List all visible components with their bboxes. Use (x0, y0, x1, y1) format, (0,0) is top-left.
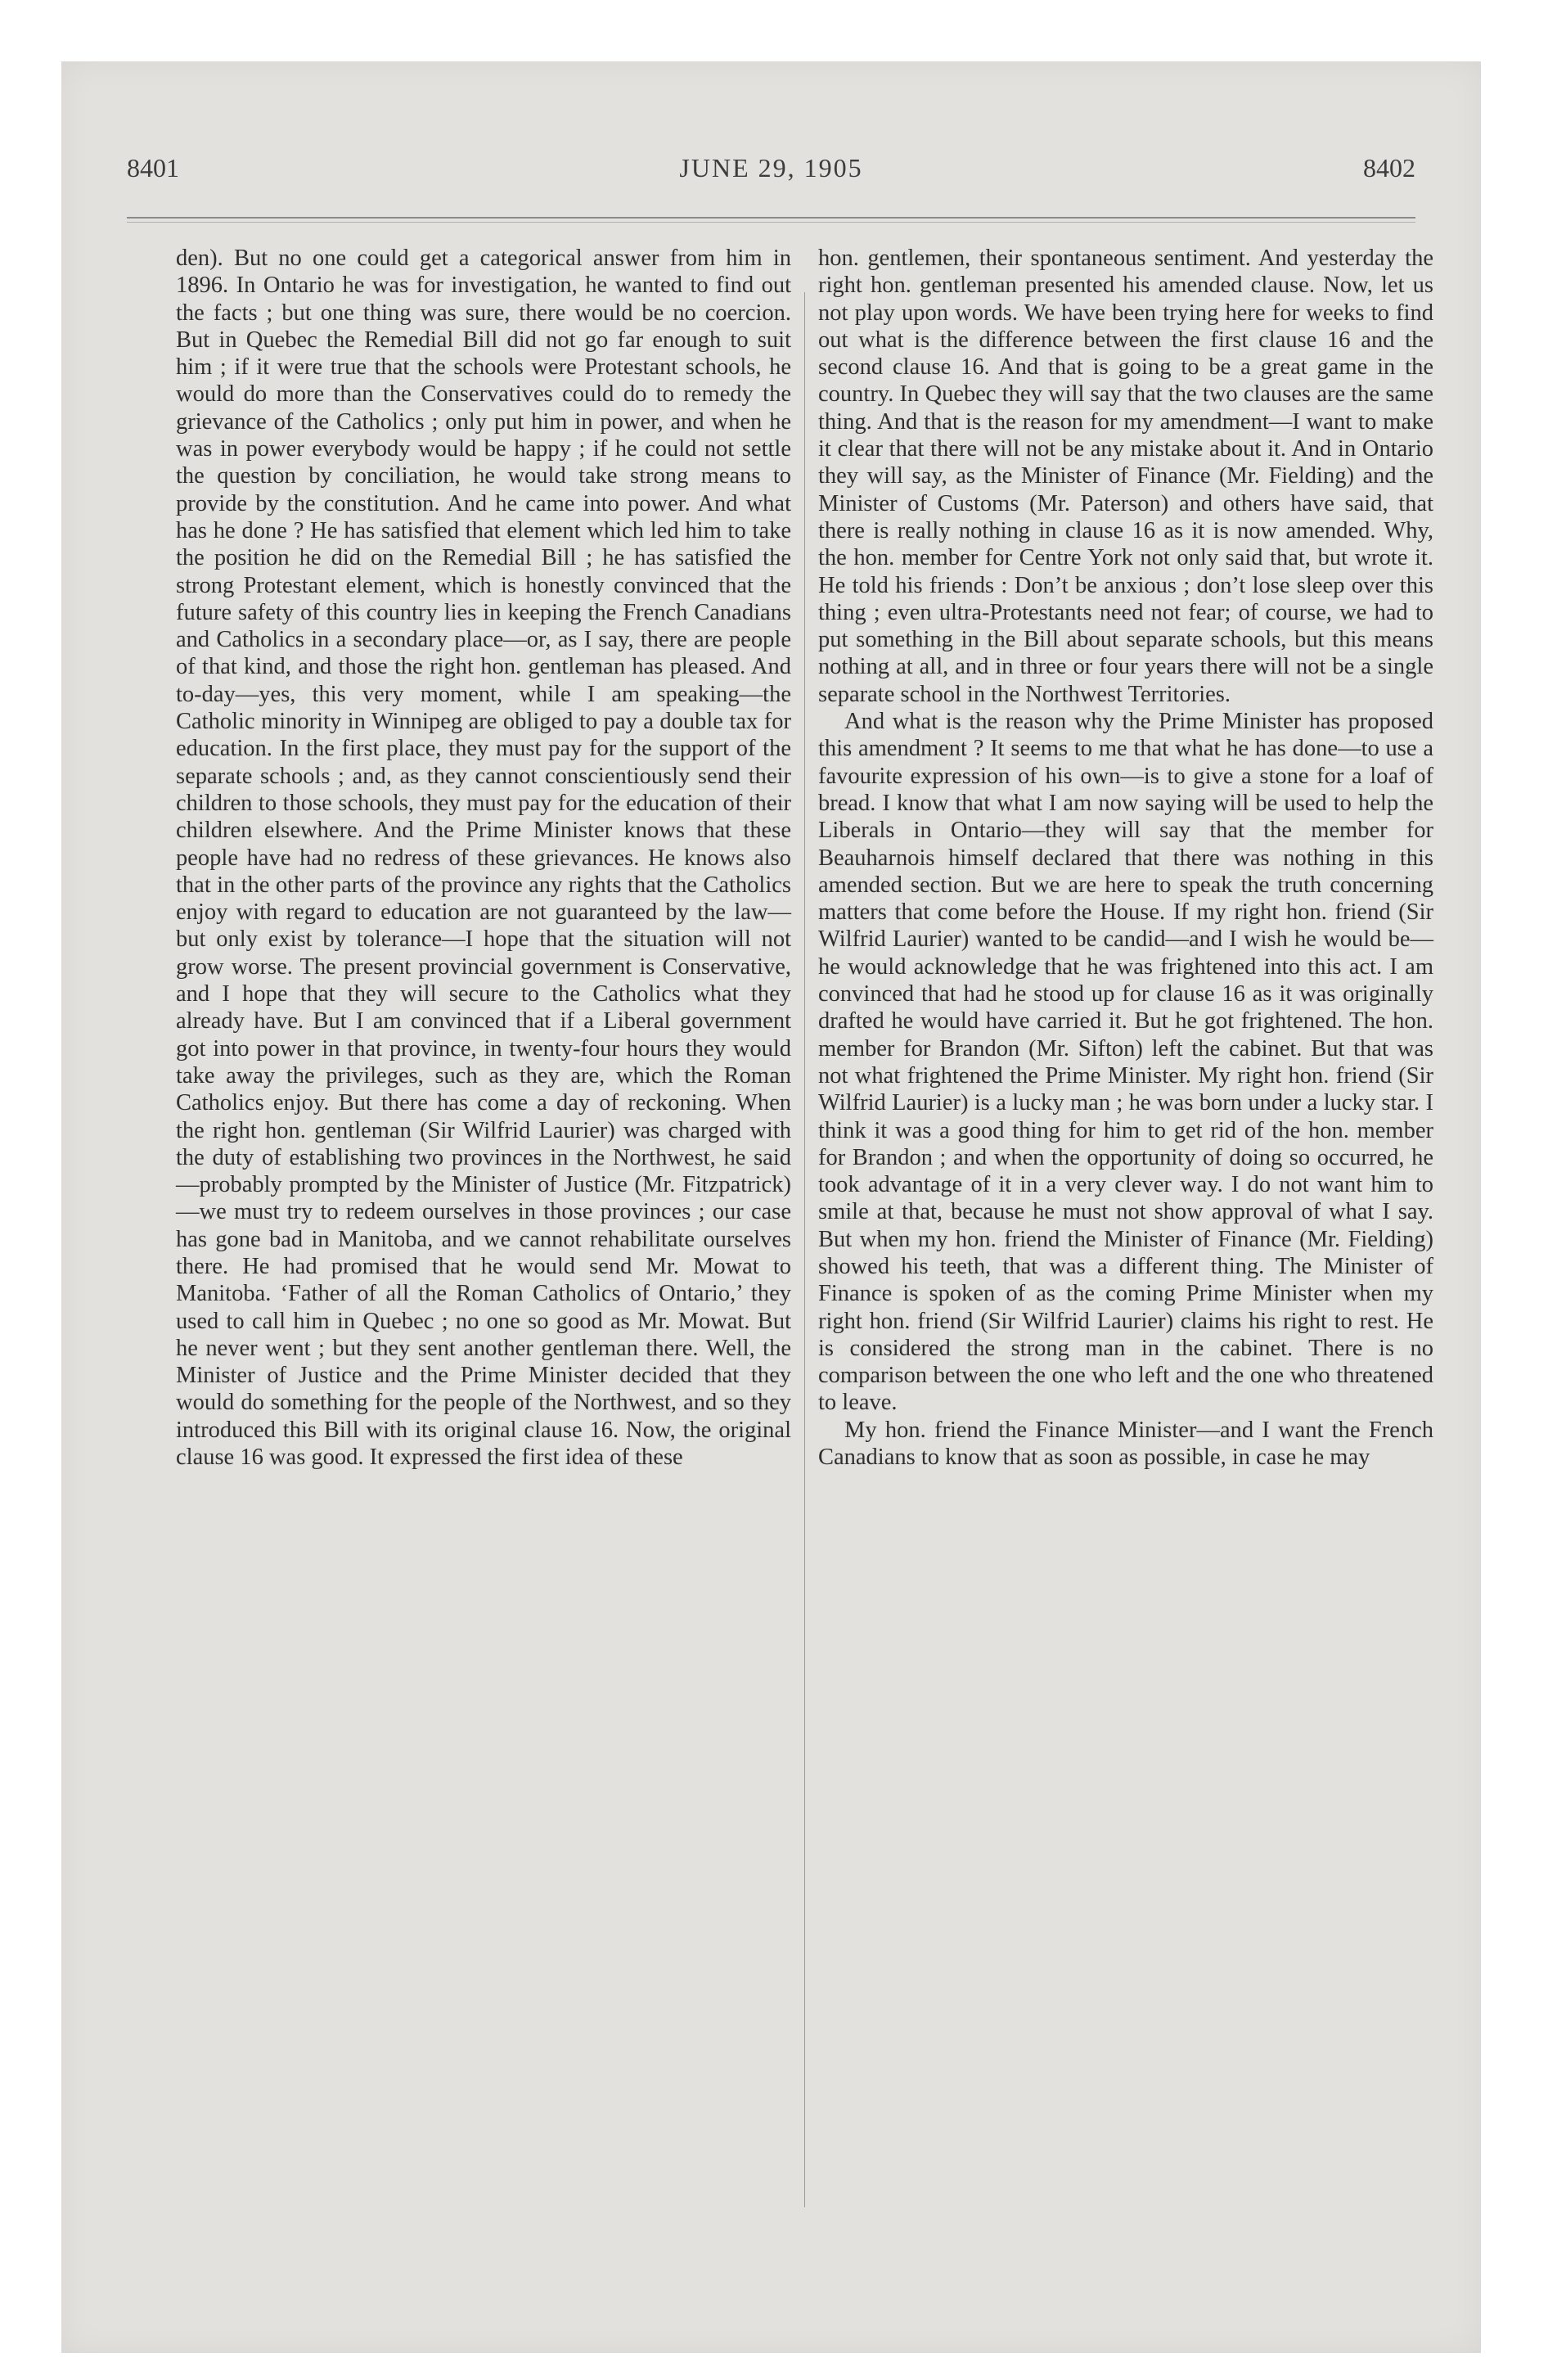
right-paragraph: And what is the reason why the Prime Minister has proposed this amendment ? It seems to me that what he has done—to use a favourite expression of his own—is to give a stone for a loaf of bread. I know that what I am now saying will be used to help the Liberals in Ontario—they will say that the member for Beauharnois himself declared that there was nothing in this amended section. But we are here to speak the truth concerning matters that come before the House. If my right hon. friend (Sir Wilfrid Laurier) wanted to be candid—and I wish he would be—he would acknowledge that he was frightened into this act. I am convinced that had he stood up for clause 16 as it was originally drafted he would have carried it. But he got frightened. The hon. member for Brandon (Mr. Sifton) left the cabinet. But that was not what frightened the Prime Minister. My right hon. friend (Sir Wilfrid Laurier) is a lucky man ; he was born under a lucky star. I think it was a good thing for him to get rid of the hon. member for Brandon ; and when the opportunity of doing so occurred, he took advantage of it in a very clever way. I do not want him to smile at that, because he must not show approval of what I say. But when my hon. friend the Minister of Finance (Mr. Fielding) showed his teeth, that was a different thing. The Minister of Finance is spoken of as the coming Prime Minister when my right hon. friend (Sir Wilfrid Laurier) claims his right to rest. He is considered the strong man in the cabinet. There is no comparison between the one who left and the one who threatened to leave. (818, 709, 1433, 1416)
scanned-page (61, 61, 1481, 2353)
column-divider (804, 292, 805, 2207)
page-date: JUNE 29, 1905 (679, 153, 863, 183)
right-paragraph: My hon. friend the Finance Minister—and I want the French Canadians to know that as soon as possible, in case he may (818, 1417, 1433, 1471)
left-column (176, 245, 791, 1471)
right-paragraph: hon. gentlemen, their spontaneous sentiment. And yesterday the right hon. gentleman presented his amended clause. Now, let us not play upon words. We have been trying here for weeks to find out what is the difference between the first clause 16 and the second clause 16. And that is going to be a great game in the country. In Quebec they will say that the two clauses are the same thing. And that is the reason for my amendment—I want to make it clear that there will not be any mistake about it. And in Ontario they will say, as the Minister of Finance (Mr. Fielding) and the Minister of Customs (Mr. Paterson) and others have said, that there is really nothing in clause 16 as it is now amended. Why, the hon. member for Centre York not only said that, but wrote it. He told his friends : Don’t be anxious ; don’t lose sleep over this thing ; even ultra-Protestants need not fear; of course, we had to put something in the Bill about separate schools, but this means nothing at all, and in three or four years there will not be a single separate school in the Northwest Territories. (818, 246, 1433, 707)
left-paragraph: den). But no one could get a categorical answer from him in 1896. In Ontario he was for investigation, he wanted to find out the facts ; but one thing was sure, there would be no coercion. But in Quebec the Remedial Bill did not go far enough to suit him ; if it were true that the schools were Protestant schools, he would do more than the Conservatives could do to remedy the grievance of the Catholics ; only put him in power, and when he was in power everybody would be happy ; if he could not settle the question by conciliation, he would take strong means to provide by the constitution. And he came into power. And what has he done ? He has satisfied that element which led him to take the position he did on the Remedial Bill ; he has satisfied the strong Protestant element, which is honestly convinced that the future safety of this country lies in keeping the French Canadians and Catholics in a secondary place—or, as I say, there are people of that kind, and those the right hon. gentleman has pleased. And to-day—yes, this very moment, while I am speaking—the Catholic minority in Winnipeg are obliged to pay a double tax for education. In the first place, they must pay for the support of the separate schools ; and, as they cannot conscientiously send their children to those schools, they must pay for the education of their children elsewhere. And the Prime Minister knows that these people have had no redress of these grievances. He knows also that in the other parts of the province any rights that the Catholics enjoy with regard to education are not guaranteed by the law—but only exist by tolerance—I hope that the situation will not grow worse. The present provincial government is Conservative, and I hope that they will secure to the Catholics what they already have. But I am convinced that if a Liberal government got into power in that province, in twenty-four hours they would take away the privileges, such as they are, which the Roman Catholics enjoy. But there has come a day of reckoning. When the right hon. gentleman (Sir Wilfrid Laurier) was charged with the duty of establishing two provinces in the Northwest, he said—probably prompted by the Minister of Justice (Mr. Fitzpatrick)—we must try to redeem ourselves in those provinces ; our case has gone bad in Manitoba, and we cannot rehabilitate ourselves there. He had promised that he would send Mr. Mowat to Manitoba. ‘Father of all the Roman Catholics of Ontario,’ they used to call him in Quebec ; no one so good as Mr. Mowat. But he never went ; but they sent another gentleman there. Well, the Minister of Justice and the Prime Minister decided that they would do something for the people of the Northwest, and so they introduced this Bill with its original clause 16. Now, the original clause 16 was good. It expressed the first idea of these (176, 246, 791, 1471)
page-header (127, 153, 1415, 210)
page-number-right: 8402 (1363, 153, 1415, 183)
right-column (818, 245, 1433, 1471)
page-number-left: 8401 (127, 153, 179, 183)
header-rule-secondary (127, 222, 1415, 223)
header-rule (127, 217, 1415, 219)
